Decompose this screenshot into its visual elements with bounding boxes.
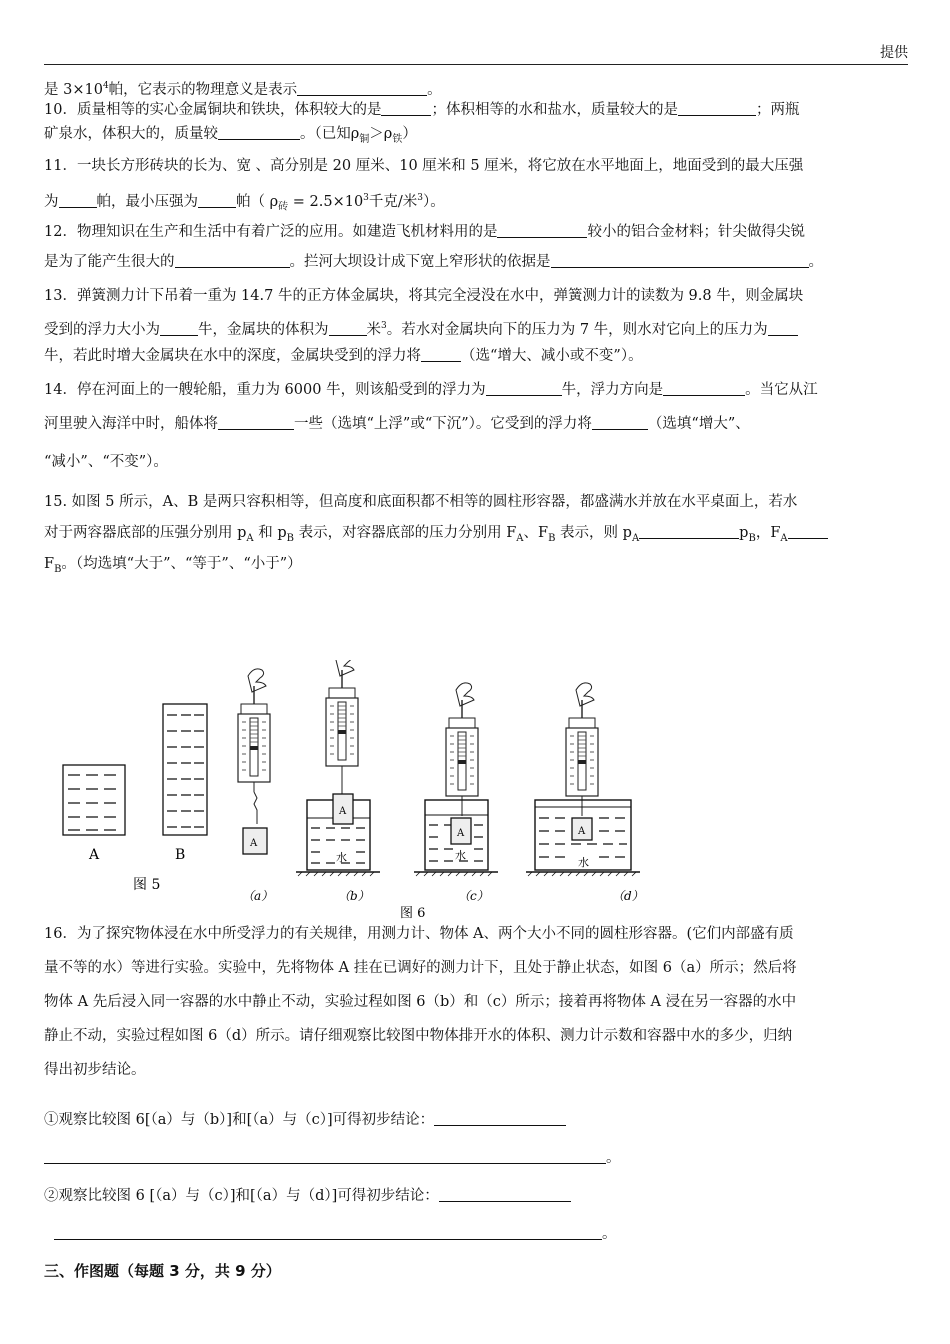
- svg-text:A: A: [457, 828, 465, 839]
- q12-line1: 12．物理知识在生产和生活中有着广泛的应用。如建造飞机材料用的是 较小的铝合金材料；针尖做得尖锐: [44, 224, 805, 240]
- q14-line1: 14．停在河面上的一艘轮船，重力为 6000 牛，则该船受到的浮力为 牛，浮力方向是 。当它从江: [44, 382, 818, 398]
- answer-blank-2b[interactable]: [54, 1225, 602, 1240]
- q16-line1: 16．为了探究物体浸在水中所受浮力的有关规律，用测力计、物体 A、两个大小不同的圆柱形容器。(它们内部盛有质: [44, 926, 794, 942]
- caption-d: （d）: [612, 889, 644, 903]
- blank[interactable]: [175, 253, 290, 268]
- blank[interactable]: [59, 193, 97, 208]
- q13-line1: 13．弹簧测力计下吊着一重为 14.7 牛的正方体金属块，将其完全浸没在水中，弹簧测力计的读数为 9.8 牛，则金属块: [44, 288, 804, 304]
- q11-line1: 11．一块长方形砖块的长为、宽 、高分别是 20 厘米、10 厘米和 5 厘米，将它放在水平地面上，地面受到的最大压强: [44, 158, 804, 174]
- blank[interactable]: [218, 415, 294, 430]
- blank[interactable]: [678, 101, 756, 116]
- page-header: [44, 42, 908, 65]
- fig5-caption: 图 5: [133, 877, 161, 893]
- svg-text:A: A: [578, 826, 586, 837]
- label-b: B: [175, 847, 186, 863]
- q16-line4: 静止不动，实验过程如图 6（d）所示。请仔细观察比较图中物体排开水的体积、测力计示数和容器中水的多少，归纳: [44, 1028, 793, 1044]
- answer-blank-1b[interactable]: [44, 1149, 606, 1164]
- blank[interactable]: [160, 321, 198, 336]
- q16-line3: 物体 A 先后浸入同一容器的水中静止不动，实验过程如图 6（b）和（c）所示；接着再将物体 A 浸在另一容器的水中: [44, 994, 797, 1010]
- q13-line2: 受到的浮力大小为 牛，金属块的体积为 米$^3$。若水对金属块向下的压力为 7 牛，则水对它向上的压力为: [44, 316, 798, 340]
- caption-a: （a）: [242, 889, 274, 903]
- svg-text:水: 水: [336, 851, 347, 864]
- section-heading: 三、作图题（每题 3 分，共 9 分）: [44, 1262, 281, 1280]
- q15-line2: 对于两容器底部的压强分别用 $p_A$ 和 $p_B$ 表示，对容器底部的压力分别用 $F_A$、$F_B$ 表示，则 $p_A$ $p_B$，$F_A$: [44, 523, 828, 549]
- blank[interactable]: [551, 253, 809, 268]
- q16-answer1: 。: [44, 1148, 621, 1168]
- blank[interactable]: [663, 381, 745, 396]
- q10-line1: 10．质量相等的实心金属铜块和铁块，体积较大的是 ；体积相等的水和盐水，质量较大的是 ；两瓶: [44, 102, 800, 118]
- svg-text:A: A: [250, 838, 258, 849]
- q15-line1: 15. 如图 5 所示，A、B 是两只容积相等，但高度和底面积都不相等的圆柱形容器，都盛满水并放在水平桌面上，若水: [44, 494, 798, 510]
- q12-line2: 是为了能产生很大的 。拦河大坝设计成下宽上窄形状的依据是 。: [44, 254, 823, 270]
- q16-prompt1: ①观察比较图 6[（a）与（b）]和[（a）与（c）]可得初步结论：: [44, 1110, 566, 1130]
- line-q9-tail: 是 $3\times 10^4$帕，它表示的物理意义是表示 。: [44, 81, 442, 98]
- blank[interactable]: [421, 347, 461, 362]
- apparatus-c: [414, 683, 498, 876]
- apparatus-d: [526, 683, 640, 876]
- container-a: [63, 765, 125, 835]
- q10-line2: 矿泉水，体积大的，质量较 。（已知$\rho_铜>\rho_铁$）: [44, 126, 417, 145]
- caption-b: （b）: [338, 889, 370, 903]
- container-b: [163, 704, 207, 835]
- blank[interactable]: [788, 524, 828, 539]
- blank[interactable]: [639, 524, 739, 539]
- fig6-caption: 图 6: [400, 906, 426, 920]
- blank[interactable]: [486, 381, 562, 396]
- header-text: 提供: [880, 45, 908, 61]
- blank[interactable]: [218, 125, 300, 140]
- q16-answer2: 。: [44, 1224, 617, 1244]
- label-a: A: [89, 847, 100, 863]
- q16-line2: 量不等的水）等进行实验。实验中，先将物体 A 挂在已调好的测力计下，且处于静止状态，如图 6（a）所示；然后将: [44, 960, 797, 976]
- apparatus-a: [238, 669, 270, 854]
- blank[interactable]: [198, 193, 236, 208]
- apparatus-b: [296, 660, 380, 876]
- blank[interactable]: [497, 223, 587, 238]
- blank[interactable]: [297, 81, 427, 96]
- q14-line3: “减小”、“不变”）。: [44, 454, 168, 470]
- answer-blank-1a[interactable]: [434, 1111, 566, 1126]
- blank[interactable]: [768, 321, 798, 336]
- q11-line2: 为 帕，最小压强为 帕（ $\rho_砖 = 2.5\times 10^3$千克/米$^3$）。: [44, 193, 445, 213]
- figures: [0, 660, 950, 920]
- q15-line3: $F_B$。（均选填“大于”、“等于”、“小于”）: [44, 556, 302, 575]
- answer-blank-2a[interactable]: [439, 1187, 571, 1202]
- q16-line5: 得出初步结论。: [44, 1062, 146, 1078]
- caption-c: （c）: [458, 889, 489, 903]
- svg-text:A: A: [339, 806, 347, 817]
- blank[interactable]: [329, 321, 367, 336]
- blank[interactable]: [592, 415, 648, 430]
- svg-text:水: 水: [578, 856, 589, 869]
- svg-text:水: 水: [455, 849, 466, 862]
- q14-line2: 河里驶入海洋中时，船体将 一些（选填“上浮”或“下沉”）。它受到的浮力将 （选填“增大”、: [44, 416, 750, 432]
- q13-line3: 牛，若此时增大金属块在水中的深度，金属块受到的浮力将 （选“增大、减小或不变”）。: [44, 348, 643, 364]
- q16-prompt2: ②观察比较图 6 [（a）与（c）]和[（a）与（d）]可得初步结论：: [44, 1186, 571, 1206]
- blank[interactable]: [381, 101, 431, 116]
